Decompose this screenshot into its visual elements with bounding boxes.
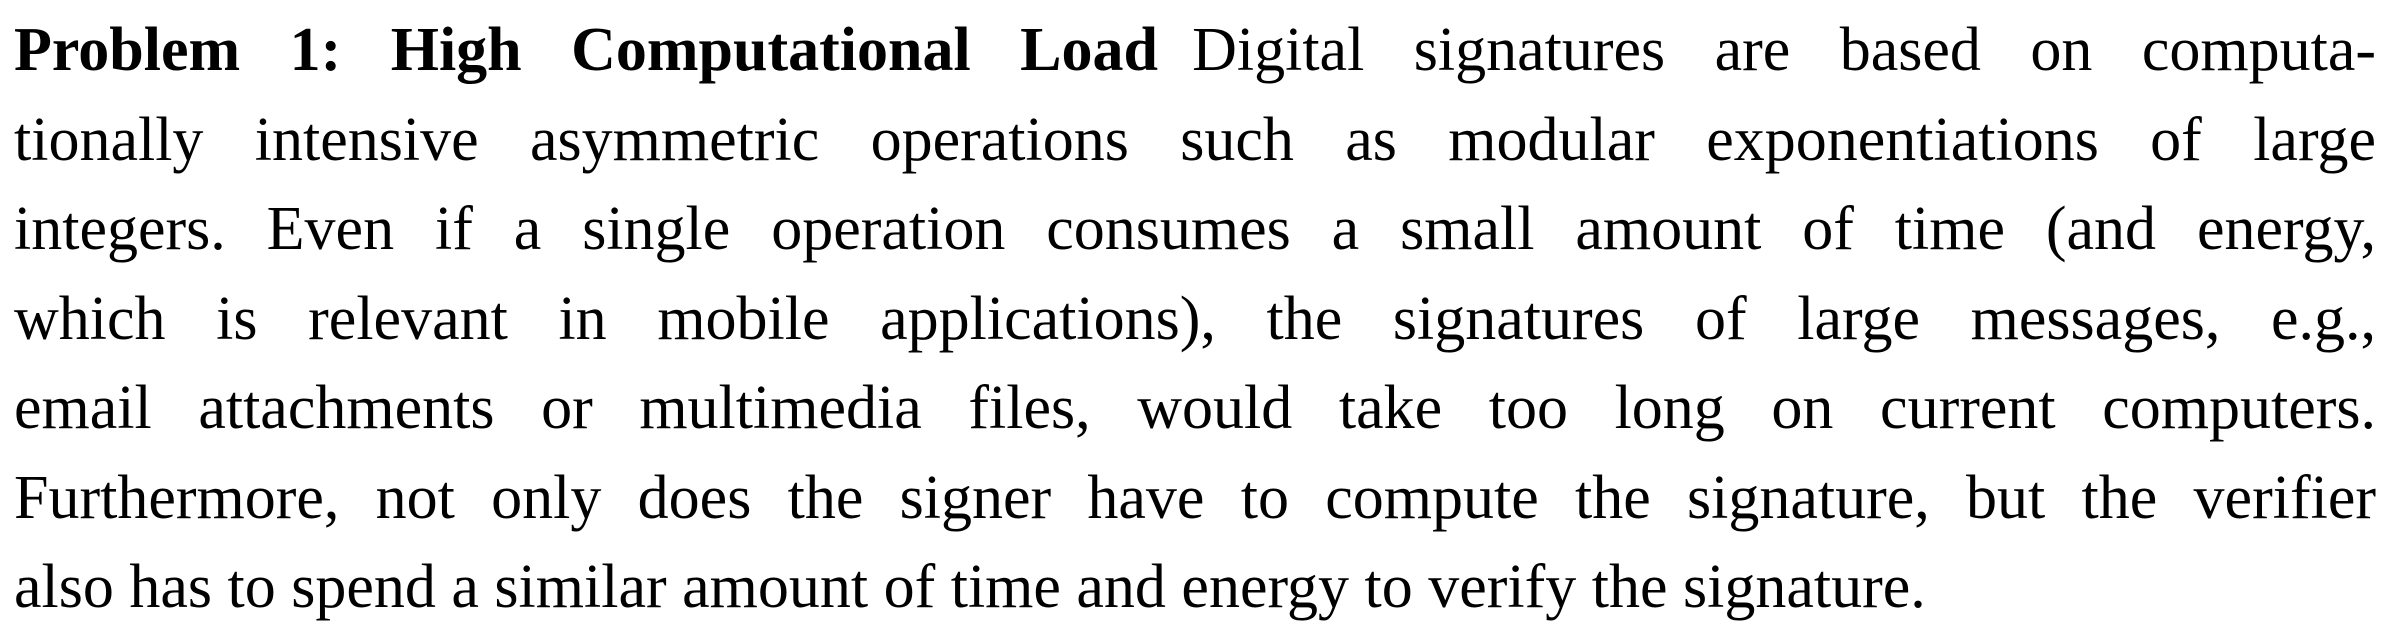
text-line-7: also has to spend a similar amount of time and energy to verify the signature. (14, 553, 1926, 621)
text-line-1-body: Digital signatures are based on computa- (1192, 16, 2376, 84)
text-line-5: email attachments or multimedia files, would take too long on current computers. (14, 374, 2376, 442)
text-line-4: which is relevant in mobile applications), the signatures of large messages, e.g., (14, 284, 2376, 353)
text-line-6: Furthermore, not only does the signer have to compute the signature, but the verifier (14, 463, 2376, 532)
text-line-3: integers. Even if a single operation consumes a small amount of time (and energy, (14, 195, 2376, 263)
problem-paragraph (14, 6, 2376, 633)
text-line-2: tionally intensive asymmetric operations such as modular exponentiations of large (14, 105, 2376, 174)
paragraph-run-in-heading: Problem 1: High Computational Load (14, 16, 1159, 84)
text-line-1 (14, 6, 2376, 96)
